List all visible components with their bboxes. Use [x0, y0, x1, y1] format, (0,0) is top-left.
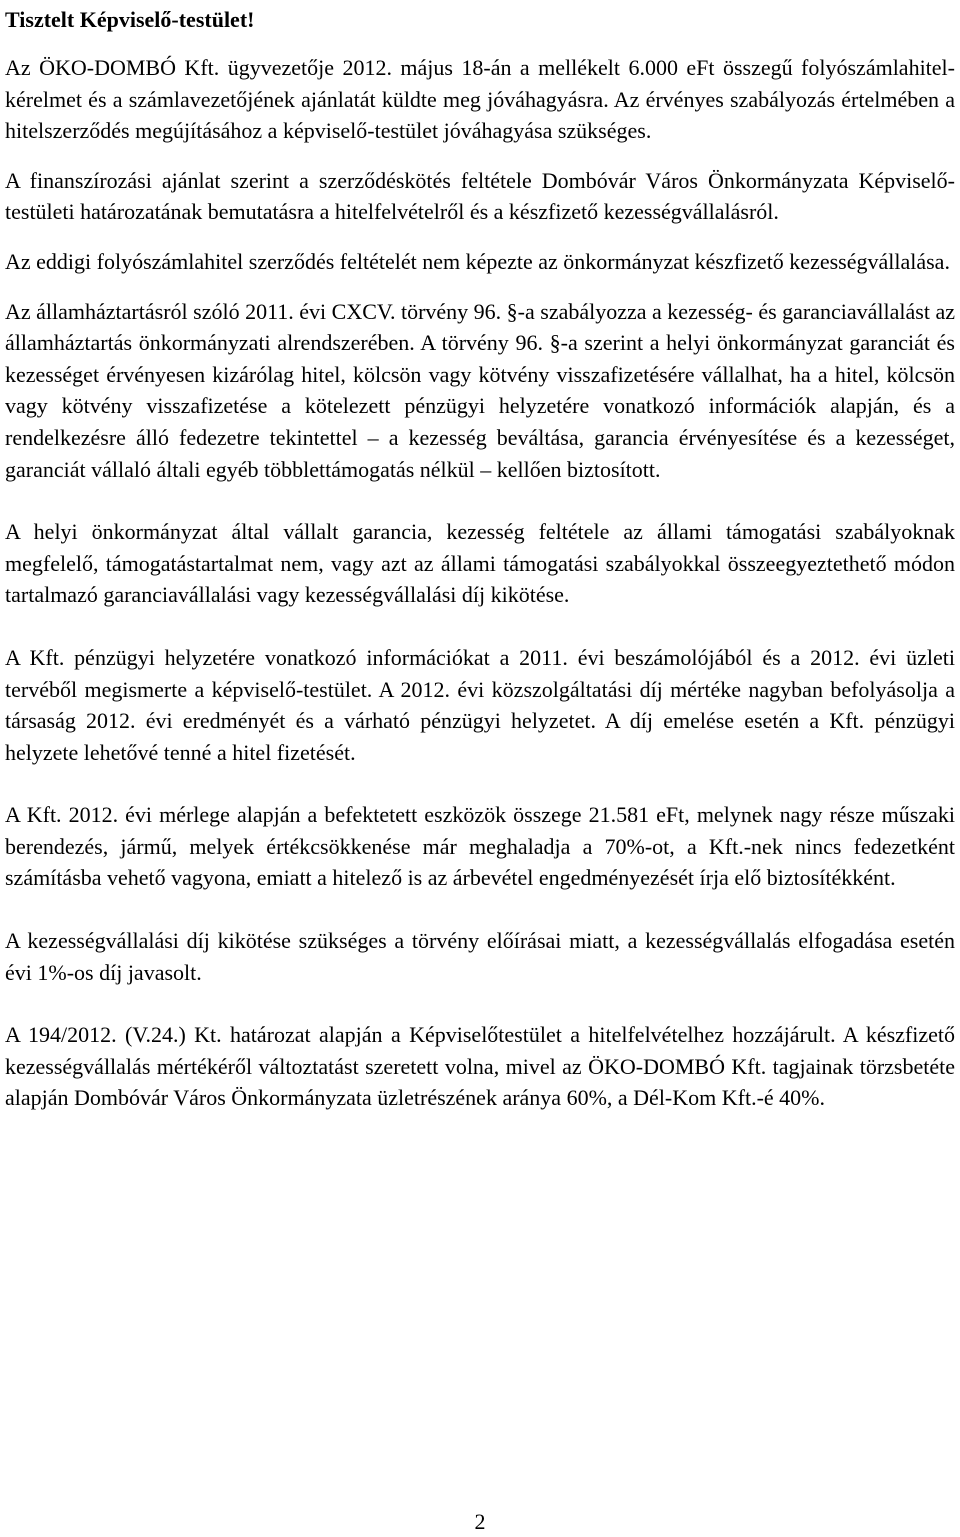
- paragraph-loan-request: Az ÖKO-DOMBÓ Kft. ügyvezetője 2012. május 18-án a mellékelt 6.000 eFt összegű folyószámlahitel-kérelmet és a számlavezetőjének ajánlatát küldte meg jóváhagyásra. Az érvényes szabályozás értelmében a hitelszerződés megújításához a képviselő-testület jóváhagyása szükséges.: [5, 55, 955, 144]
- paragraph-financial-situation: A Kft. pénzügyi helyzetére vonatkozó információkat a 2011. évi beszámolójából és a 2012. évi üzleti tervéből megismerte a képviselő-testület. A 2012. évi közszolgáltatási díj mértéke nagyban befolyásolja a társaság 2012. évi eredményét és a várható pénzügyi helyzetet. A díj emelése esetén a Kft. pénzügyi helyzete lehetővé tenné a hitel fizetését.: [5, 644, 955, 765]
- paragraph-guarantee-fee: A kezességvállalási díj kikötése szükséges a törvény előírásai miatt, a kezességvállalás elfogadása esetén évi 1%-os díj javasolt.: [5, 928, 955, 985]
- paragraph-balance-sheet: A Kft. 2012. évi mérlege alapján a befektetett eszközök összege 21.581 eFt, melynek nagy része műszaki berendezés, jármű, melyek értékcsökkenése már meghaladja a 70%-ot, a Kft.-nek nincs fedezetként számításba vehető vagyona, emiatt a hitelező is az árbevétel engedményezését írja elő biztosítékként.: [5, 802, 955, 891]
- paragraph-council-resolution: A 194/2012. (V.24.) Kt. határozat alapján a Képviselőtestület a hitelfelvételhez hozzájárult. A készfizető kezességvállalás mértékéről változtatást szeretett volna, mivel az ÖKO-DOMBÓ Kft. tagjainak törzsbetéte alapján Dombóvár Város Önkormányzata üzletrészének aránya 60%, a Dél-Kom Kft.-é 40%.: [5, 1022, 955, 1111]
- paragraph-public-finance-act: Az államháztartásról szóló 2011. évi CXCV. törvény 96. §-a szabályozza a kezesség- és garanciavállalást az államháztartás önkormányzati alrendszerében. A törvény 96. §-a szerint a helyi önkormányzat garanciát és kezességet érvényesen kizárólag hitel, kölcsön vagy kötvény visszafizetésére vállalhat, ha a hitel, kölcsön vagy kötvény visszafizetése a kötelezett pénzügyi helyzetére vonatkozó információk alapján, és a rendelkezésre álló fedezetre tekintettel – a kezesség beváltása, garancia érvényesítése és a kezességet, garanciát vállaló általi egyéb többlettámogatás nélkül – kellően biztosított.: [5, 298, 955, 482]
- paragraph-financing-offer: A finanszírozási ajánlat szerint a szerződéskötés feltétele Dombóvár Város Önkormányzata Képviselő-testületi határozatának bemutatásra a hitelfelvételről és a készfizető kezességvállalásról.: [5, 167, 955, 225]
- paragraph-previous-contract: Az eddigi folyószámlahitel szerződés feltételét nem képezte az önkormányzat készfizető kezességvállalása.: [5, 248, 950, 274]
- page-number: 2: [474, 1509, 486, 1534]
- greeting-heading: Tisztelt Képviselő-testület!: [5, 7, 255, 32]
- document-page: [5, 0, 955, 1114]
- paragraph-guarantee-conditions: A helyi önkormányzat által vállalt garancia, kezesség feltétele az állami támogatási szabályoknak megfelelő, támogatástartalmat nem, vagy azt az állami támogatási szabályokkal összeegyeztethető módon tartalmazó garanciavállalási vagy kezességvállalási díj kikötése.: [5, 519, 955, 608]
